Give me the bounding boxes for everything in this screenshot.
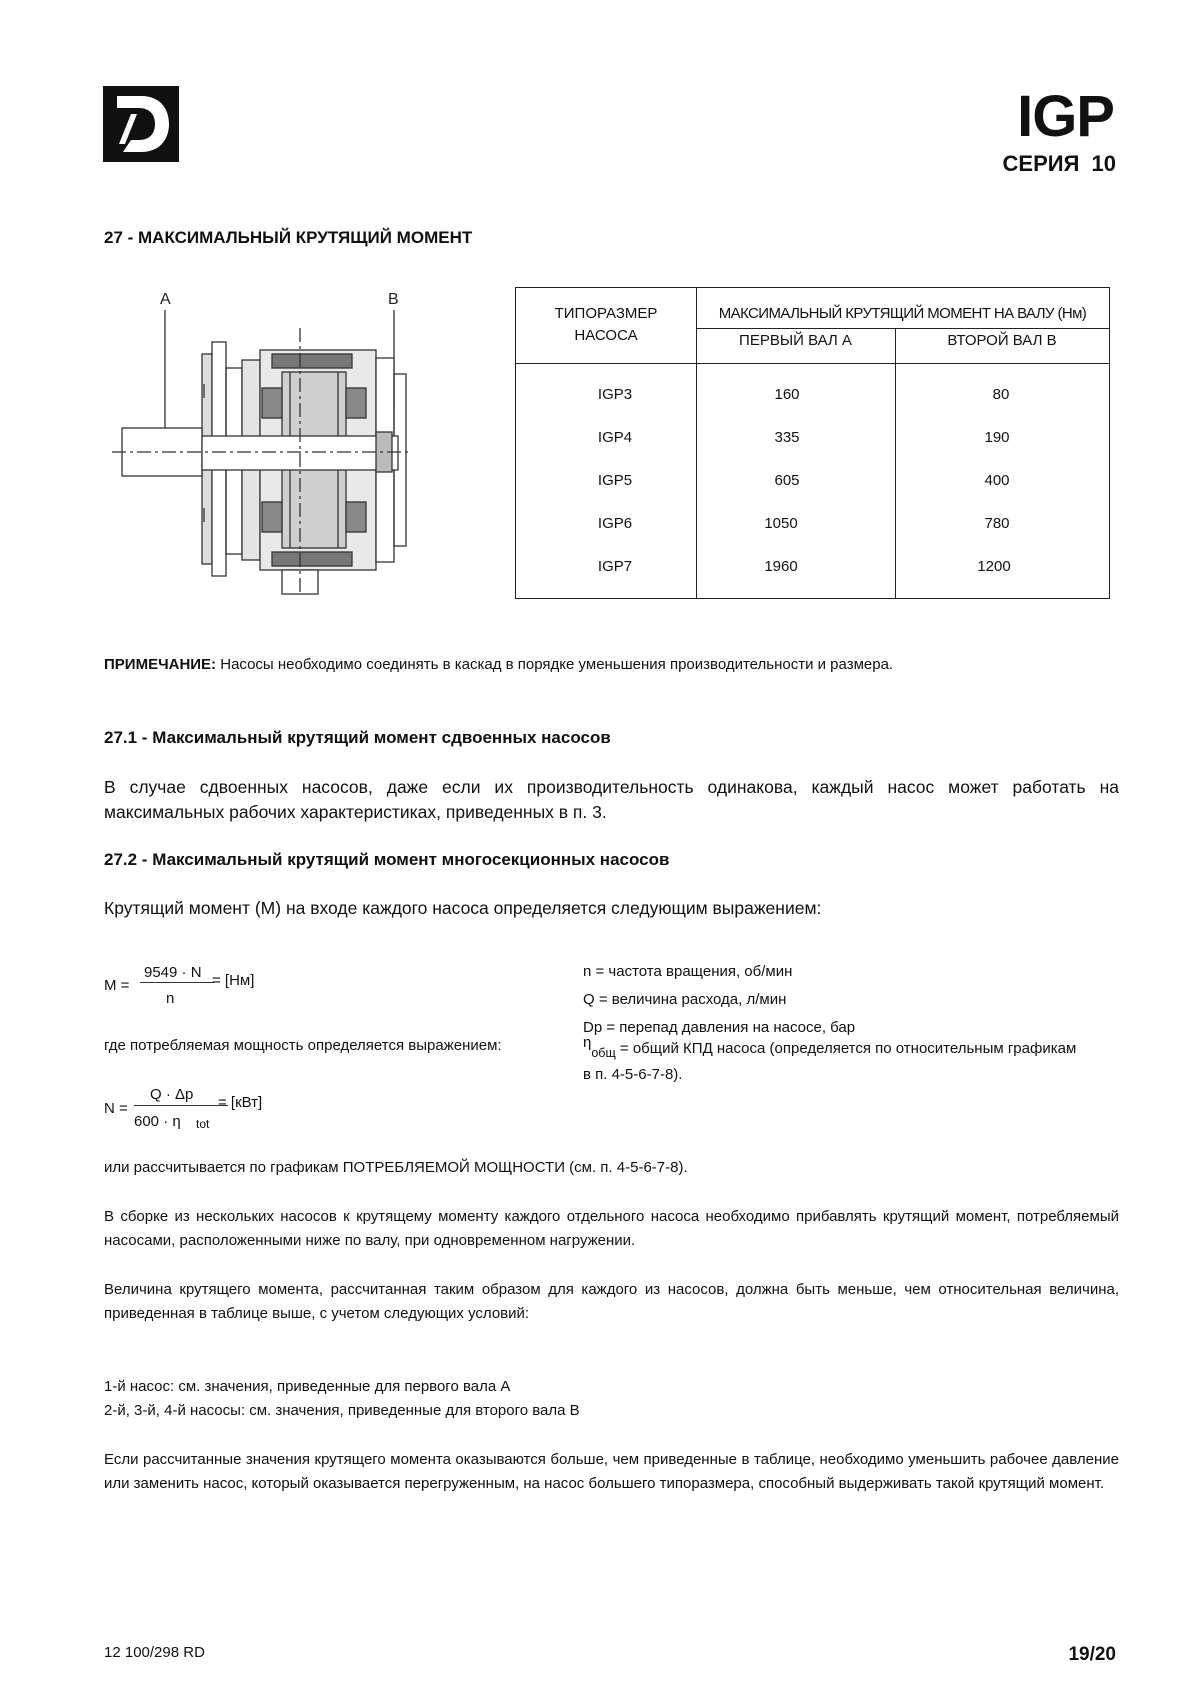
company-logo	[103, 86, 179, 162]
legend-efficiency	[583, 1034, 1143, 1086]
note	[104, 656, 893, 673]
legend-pressure: Dp = перепад давления на насосе, бар	[583, 1019, 856, 1036]
power-intro: где потребляемая мощность определяется выражением:	[104, 1037, 502, 1054]
eta-subscript: общ	[591, 1046, 616, 1060]
legend-efficiency-text: = общий КПД насоса (определяется по относительным графикам	[615, 1040, 1077, 1057]
section-title: 27 - МАКСИМАЛЬНЫЙ КРУТЯЩИЙ МОМЕНТ	[104, 228, 473, 247]
subsection-title-27-2: 27.2 - Максимальный крутящий момент многосекционных насосов	[104, 850, 670, 869]
torque-table: ТИПОРАЗМЕР НАСОСА МАКСИМАЛЬНЫЙ КРУТЯЩИЙ МОМЕНТ НА ВАЛУ (Нм) ПЕРВЫЙ ВАЛ А ВТОРОЙ ВАЛ В IGP3 160 80 IGP4 335 190 IGP5 605 400 IGP6 1050 780 IGP7 1960 1200	[515, 287, 1110, 599]
page-number: 19/20	[1068, 1644, 1116, 1665]
header-shaft-a: ПЕРВЫЙ ВАЛ А	[739, 332, 852, 349]
note-text: Насосы необходимо соединять в каскад в порядке уменьшения производительности и размера.	[216, 656, 894, 673]
paragraph-27-1: В случае сдвоенных насосов, даже если их производительность одинакова, каждый насос может работать на максимальных рабочих характеристиках, приведенных в п. 3.	[104, 777, 1119, 822]
paragraph-power-charts: или рассчитывается по графикам ПОТРЕБЛЯЕМОЙ МОЩНОСТИ (см. п. 4-5-6-7-8).	[104, 1159, 688, 1176]
note-label: ПРИМЕЧАНИЕ:	[104, 656, 217, 673]
paragraph-torque-limit: Величина крутящего момента, рассчитанная таким образом для каждого из насосов, должна быть меньше, чем относительная величина, приведенная в таблице выше, с учетом следующих условий:	[104, 1281, 1119, 1322]
header-max-torque: МАКСИМАЛЬНЫЙ КРУТЯЩИЙ МОМЕНТ НА ВАЛУ (Нм)	[718, 305, 1087, 322]
pump-cross-section-drawing	[112, 288, 432, 598]
label-shaft-a: A	[160, 291, 171, 308]
header-shaft-b: ВТОРОЙ ВАЛ В	[947, 332, 1057, 349]
document-code: 12 100/298 RD	[104, 1644, 205, 1661]
condition-first-pump: 1-й насос: см. значения, приведенные для первого вала А	[104, 1378, 511, 1395]
legend-flow: Q = величина расхода, л/мин	[583, 991, 787, 1008]
series-label: СЕРИЯ 10	[1002, 151, 1116, 176]
paragraph-intro: Крутящий момент (М) на входе каждого насоса определяется следующим выражением:	[104, 898, 822, 918]
formula-torque: M = 9549 · N n = [Нм]	[104, 964, 255, 1007]
legend-efficiency-text-2: в п. 4-5-6-7-8).	[583, 1066, 683, 1083]
eta-symbol: η	[583, 1034, 592, 1051]
product-brand: IGP	[1017, 84, 1114, 149]
paragraph-overload: Если рассчитанные значения крутящего момента оказываются больше, чем приведенные в таблице, необходимо уменьшить рабочее давление или заменить насос, который оказывается перегруженным, на насос большего типоразмера, способный выдерживать такой крутящий момент.	[104, 1451, 1119, 1492]
subsection-title-27-1: 27.1 - Максимальный крутящий момент сдвоенных насосов	[104, 728, 611, 747]
condition-other-pumps: 2-й, 3-й, 4-й насосы: см. значения, приведенные для второго вала В	[104, 1402, 580, 1419]
label-shaft-b: B	[388, 291, 399, 308]
legend-rpm: n = частота вращения, об/мин	[583, 963, 793, 980]
paragraph-assembly: В сборке из нескольких насосов к крутящему моменту каждого отдельного насоса необходимо прибавлять крутящий момент, потребляемый насосами, расположенными ниже по валу, при одновременном нагружении.	[104, 1208, 1119, 1249]
formula-power: N = Q · Δp 600 · η tot = [кВт]	[104, 1086, 263, 1131]
header-pump-size: ТИПОРАЗМЕР НАСОСА	[554, 305, 658, 344]
